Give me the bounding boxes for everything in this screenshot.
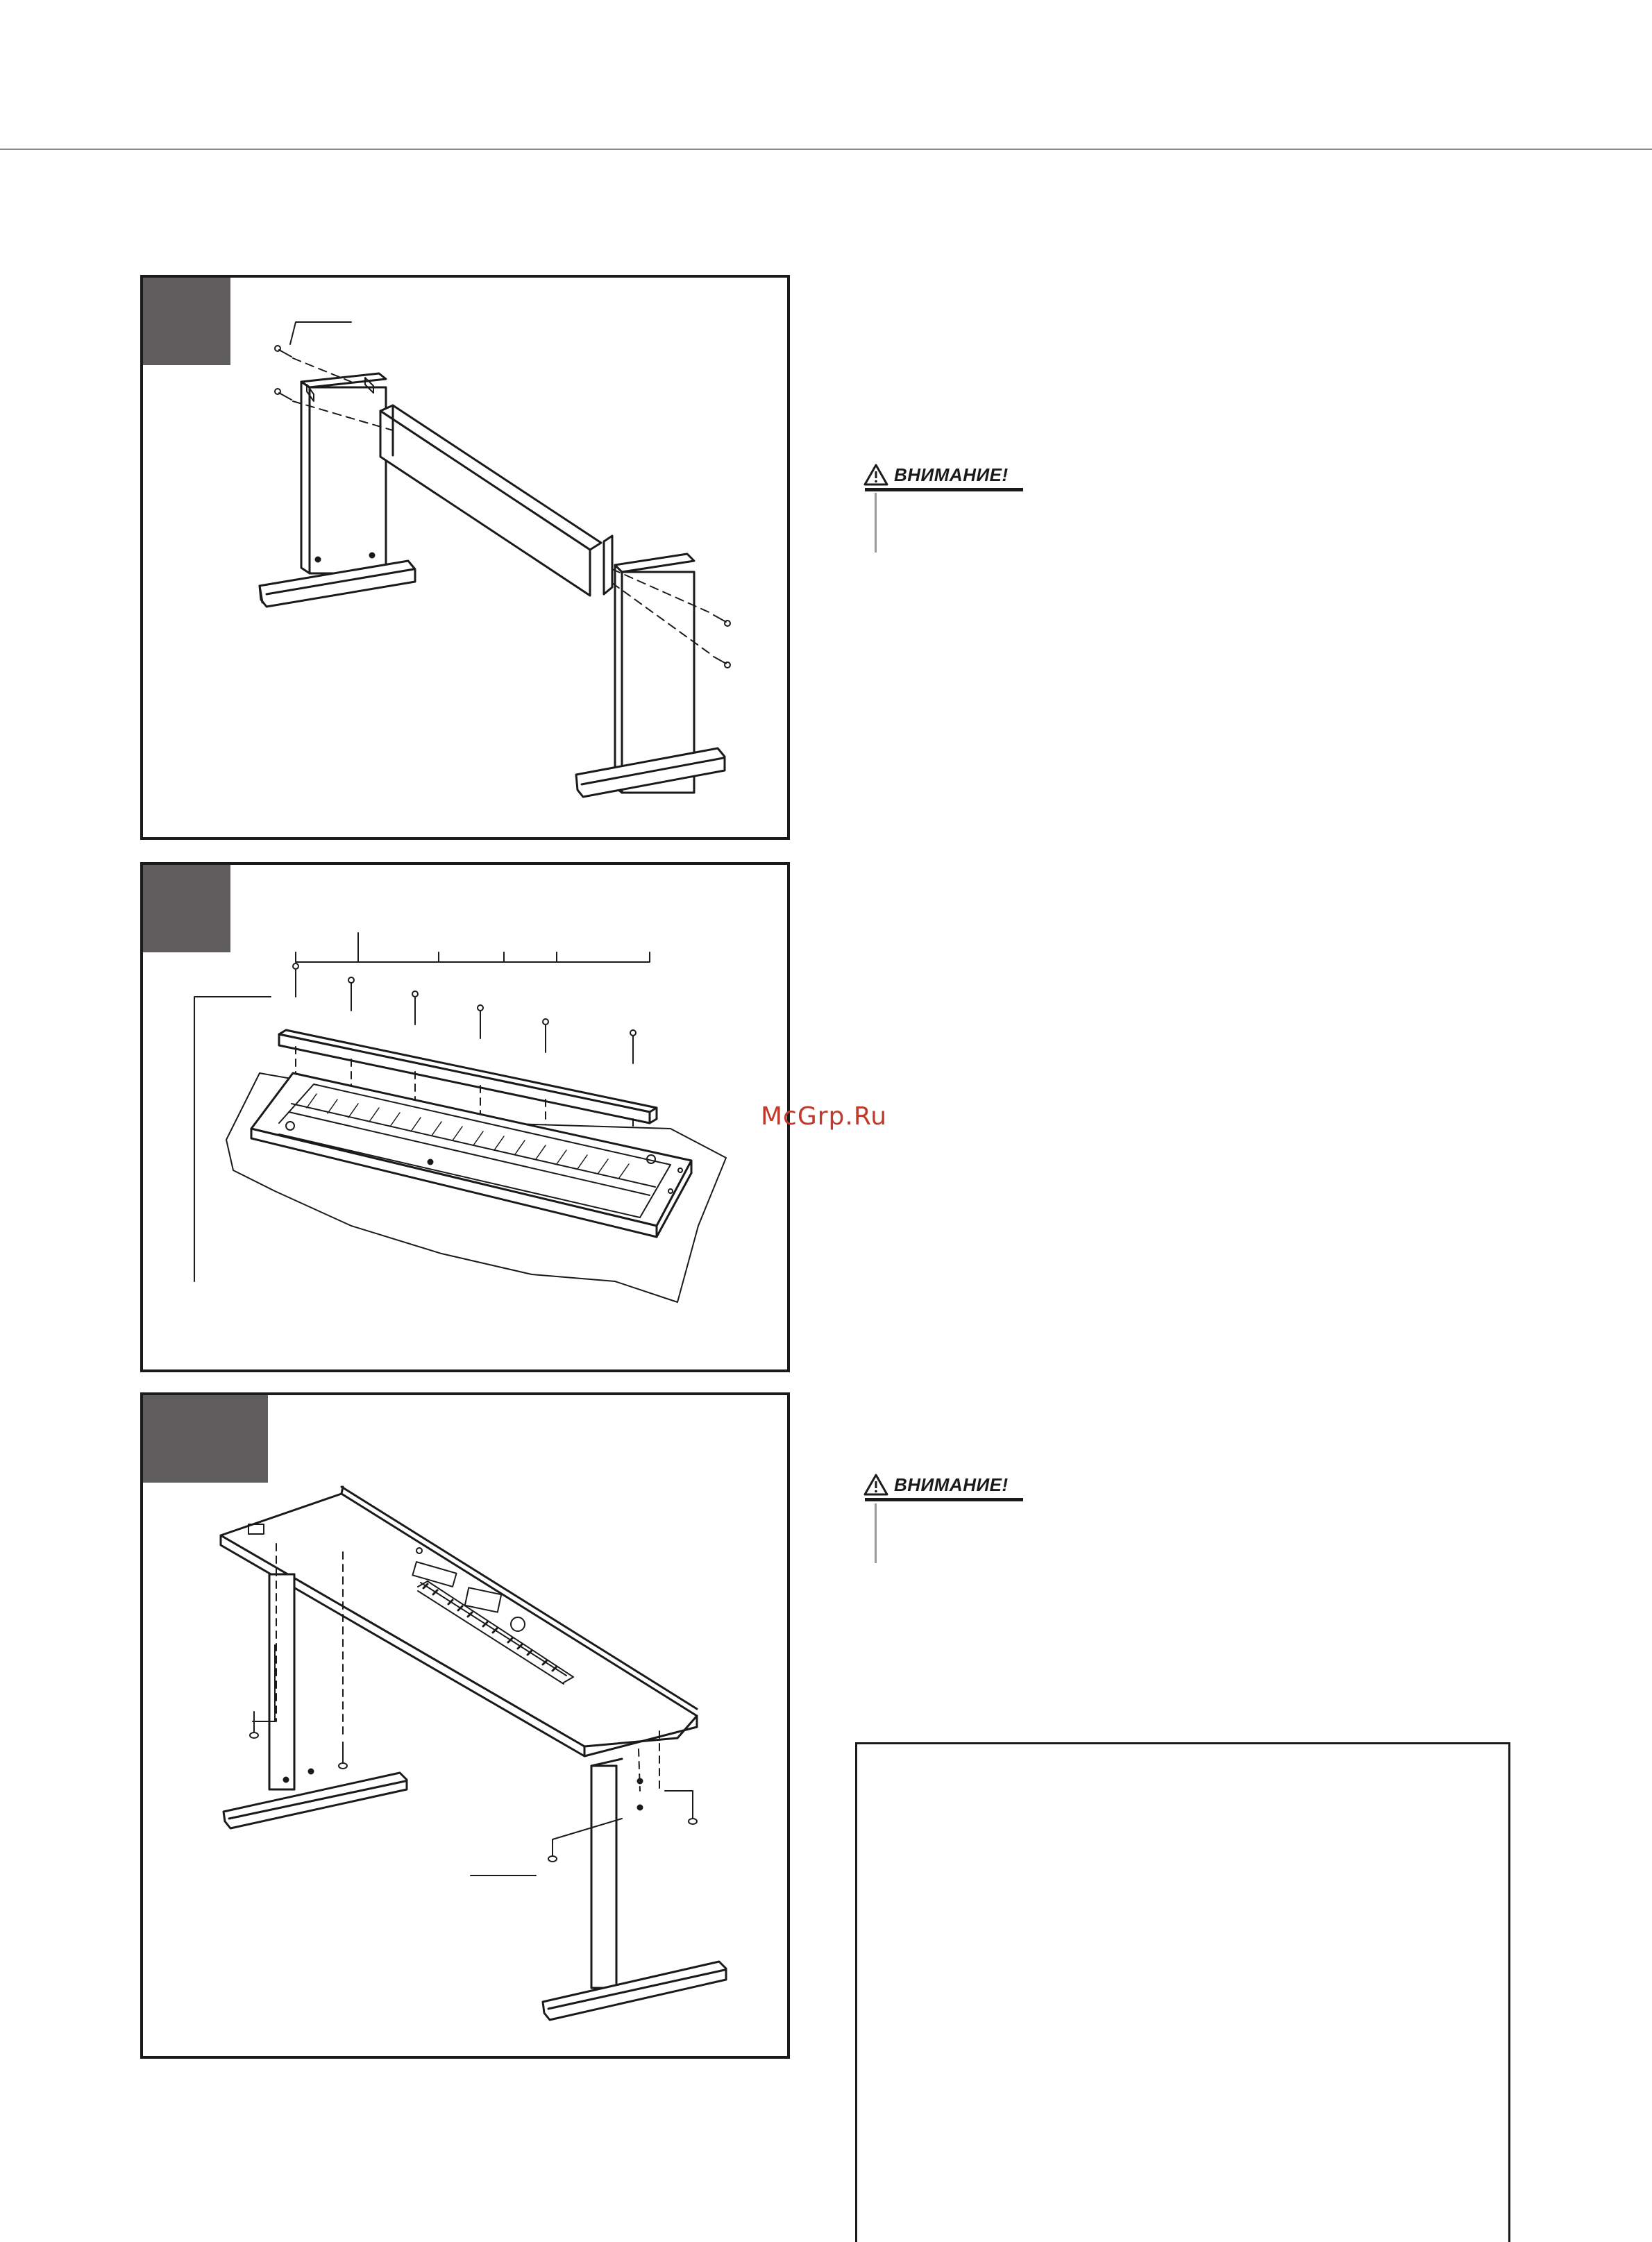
warning-underline	[865, 488, 1023, 491]
header-rule	[0, 149, 1652, 150]
figure-rail-attachment	[140, 862, 790, 1372]
warning-label-1	[863, 464, 1009, 486]
note-box	[855, 1742, 1510, 2242]
warning-underline	[865, 1498, 1023, 1501]
watermark-link[interactable]: McGrp.Ru	[761, 1102, 888, 1131]
warning-triangle-icon	[863, 464, 888, 486]
warning-side-bar	[875, 493, 877, 553]
warning-label-2	[863, 1474, 1009, 1496]
warning-side-bar	[875, 1503, 877, 1563]
warning-text: ВНИМАНИЕ!	[894, 464, 1009, 485]
stand-assembly-drawing	[143, 278, 787, 837]
figure-keyboard-on-stand	[140, 1392, 790, 2059]
warning-text: ВНИМАНИЕ!	[894, 1474, 1009, 1495]
warning-triangle-icon	[863, 1474, 888, 1496]
figure-stand-assembly	[140, 275, 790, 840]
keyboard-on-stand-drawing	[143, 1395, 787, 2056]
rail-attachment-drawing	[143, 865, 787, 1369]
